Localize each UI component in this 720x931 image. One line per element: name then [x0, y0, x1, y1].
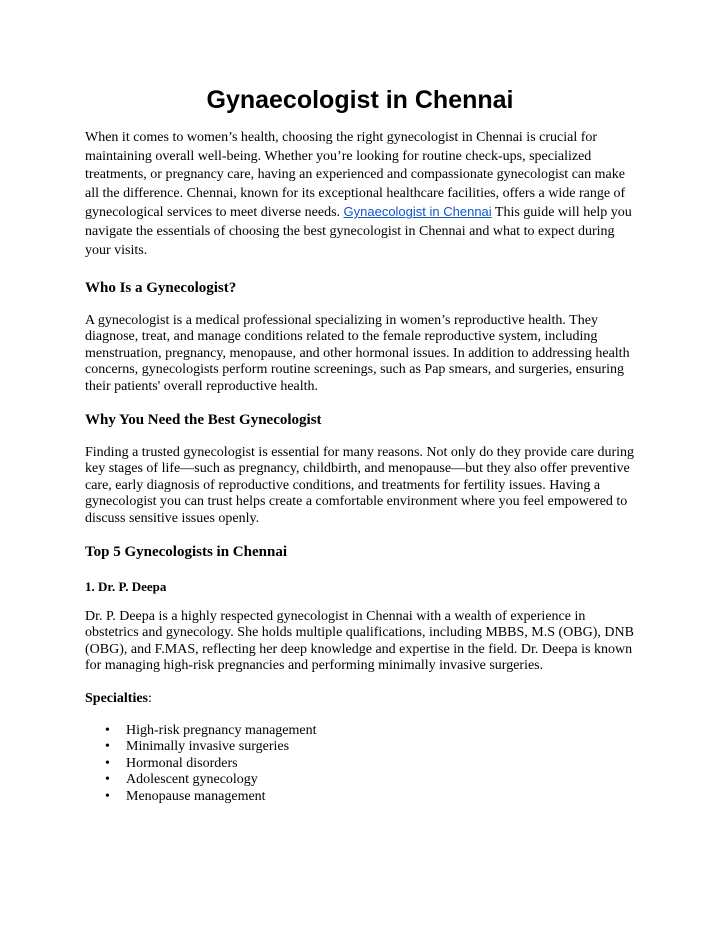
bullet-icon: •: [105, 739, 110, 755]
paragraph-why-best-gynecologist: Finding a trusted gynecologist is essential for many reasons. Not only do they provide care during key stages of life—such as pregnancy, childbirth, and menopause—but they also offer preventive care, early diagnosis of reproductive conditions, and treatments for fertility issues. Having a gynecologist you can trust helps create a comfortable environment where you feel empowered to discuss sensitive issues openly.: [85, 445, 635, 526]
gynaecologist-in-chennai-link[interactable]: Gynaecologist in Chennai: [343, 204, 492, 220]
specialty-text: High-risk pregnancy management: [126, 723, 317, 738]
specialty-text: Adolescent gynecology: [126, 772, 258, 788]
heading-top-5-gynecologists: Top 5 Gynecologists in Chennai: [85, 544, 287, 560]
specialty-text: Minimally invasive surgeries: [126, 739, 290, 755]
specialties-label-line: [85, 690, 152, 708]
bullet-icon: •: [105, 723, 110, 738]
bullet-icon: •: [105, 755, 110, 771]
specialties-label: Specialties: [85, 691, 148, 706]
specialties-colon: :: [148, 691, 152, 706]
page-title: Gynaecologist in Chennai: [206, 86, 514, 114]
heading-who-is-gynecologist: Who Is a Gynecologist?: [85, 280, 237, 296]
list-item: [85, 772, 317, 788]
heading-doctor-1: 1. Dr. P. Deepa: [85, 579, 167, 594]
list-item: [85, 756, 317, 772]
specialty-text: Hormonal disorders: [126, 755, 238, 771]
bullet-icon: •: [105, 772, 110, 788]
specialties-list: [85, 723, 317, 805]
list-item: [85, 789, 317, 805]
specialty-text: Menopause management: [126, 788, 266, 804]
bullet-icon: •: [105, 788, 110, 804]
heading-why-best-gynecologist: Why You Need the Best Gynecologist: [85, 412, 322, 428]
intro-paragraph: [85, 129, 641, 260]
paragraph-doctor-1: Dr. P. Deepa is a highly respected gynecologist in Chennai with a wealth of experience in obstetrics and gynecology. She holds multiple qualifications, including MBBS, M.S (OBG), DNB (OBG), and F.MAS, reflecting her deep knowledge and expertise in the field. Dr. Deepa is known for managing high-risk pregnancies and performing minimally invasive surgeries.: [85, 609, 634, 674]
intro-text-before-link: When it comes to women’s health, choosing the right gynecologist in Chennai is crucial for maintaining overall well-being. Whether you’re looking for routine check-ups, specialized treatments, or pregnancy care, having an experienced and compassionate gynecologist can make all the difference. Chennai, known for its exceptional healthcare facilities, offers a wide range of gynecological services to meet diverse needs.: [85, 130, 626, 221]
paragraph-who-is-gynecologist: A gynecologist is a medical professional specializing in women’s reproductive health. They diagnose, treat, and manage conditions related to the female reproductive system, including menstruation, pregnancy, menopause, and other hormonal issues. In addition to addressing health concerns, gynecologists perform routine screenings, such as Pap smears, and surgeries, ensuring their patients' overall reproductive health.: [85, 313, 630, 394]
intro-text-after-link: This guide will help you navigate the essentials of choosing the best gynecologist in Chennai and what to expect during your visits.: [85, 205, 632, 258]
list-item: [85, 723, 317, 739]
list-item: [85, 739, 317, 755]
